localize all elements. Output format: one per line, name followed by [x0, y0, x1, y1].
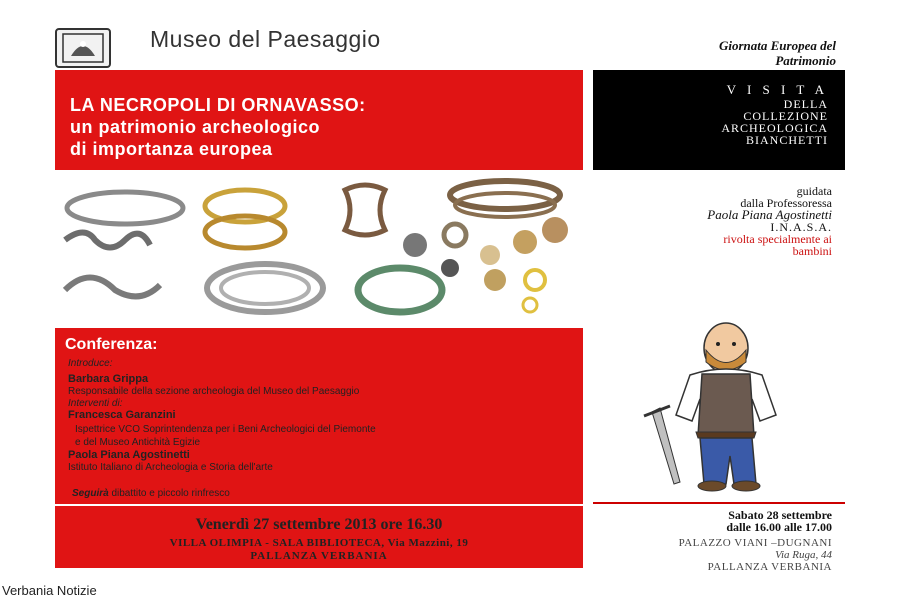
giornata-europea: [596, 38, 836, 68]
giornata-line1: Giornata Europea del: [718, 38, 836, 53]
saturday-time: dalle 16.00 alle 17.00: [726, 520, 832, 534]
museum-logo: [55, 28, 111, 68]
conference-title: Conferenza:: [65, 336, 158, 353]
segue-note: [72, 488, 230, 499]
title-line3: di importanza europea: [70, 139, 273, 159]
speaker1-role1: Ispettrice VCO Soprintendenza per i Beni Archeologici del Piemonte: [75, 424, 376, 435]
source-credit: Verbania Notizie: [2, 583, 97, 598]
speaker2-name: Paola Piana Agostinetti: [68, 449, 190, 461]
saturday-venue: PALAZZO VIANI –DUGNANI: [678, 537, 832, 549]
guide-institute: I.N.A.S.A.: [770, 220, 832, 234]
visita-line5: BIANCHETTI: [746, 133, 828, 147]
visita-line4: ARCHEOLOGICA: [721, 121, 828, 135]
right-divider: [593, 502, 845, 504]
interventi-label: Interventi di:: [68, 398, 123, 409]
segue-text: dibattito e piccolo rinfresco: [108, 488, 230, 499]
segue-label: Seguirà: [72, 488, 109, 499]
speaker2-role: Istituto Italiano di Archeologia e Storia dell'arte: [68, 462, 273, 473]
title-line1: LA NECROPOLI DI ORNAVASSO:: [70, 95, 366, 115]
dalla-professoressa: dalla Professoressa: [740, 196, 832, 210]
footer-venue: VILLA OLIMPIA - SALA BIBLIOTECA, Via Mazzini, 19: [169, 537, 469, 549]
introduce-label: Introduce:: [68, 358, 113, 369]
visita-line2: DELLA: [783, 97, 828, 111]
rivolta-text: rivolta specialmente ai: [723, 232, 832, 246]
guidata: guidata: [796, 184, 832, 198]
warrior-figure: [630, 320, 830, 496]
intro-role: Responsabile della sezione archeologia del Museo del Paesaggio: [68, 386, 360, 397]
museum-name: Museo del Paesaggio: [150, 26, 381, 52]
warrior-illustration: [630, 320, 830, 496]
intro-name: Barbara Grippa: [68, 373, 149, 385]
saturday-date: Sabato 28 settembre: [728, 508, 832, 522]
footer-date: Venerdì 27 settembre 2013 ore 16.30: [195, 516, 443, 533]
crest-icon: [57, 30, 109, 66]
footer-city: PALLANZA VERBANIA: [250, 550, 388, 562]
artifacts-image: [55, 170, 583, 328]
visita-title: V I S I T A: [726, 82, 828, 97]
visita-line3: COLLEZIONE: [743, 109, 828, 123]
speaker1-role2: e del Museo Antichità Egizie: [75, 437, 201, 448]
artifacts-photo: [55, 170, 583, 328]
bambini-text: bambini: [792, 244, 832, 258]
speaker1-name: Francesca Garanzini: [68, 409, 176, 421]
saturday-city: PALLANZA VERBANIA: [707, 561, 832, 573]
guide-name: Paola Piana Agostinetti: [707, 207, 832, 222]
giornata-line2: Patrimonio: [775, 53, 836, 68]
title-line2: un patrimonio archeologico: [70, 117, 321, 137]
saturday-street: Via Ruga, 44: [775, 549, 832, 561]
